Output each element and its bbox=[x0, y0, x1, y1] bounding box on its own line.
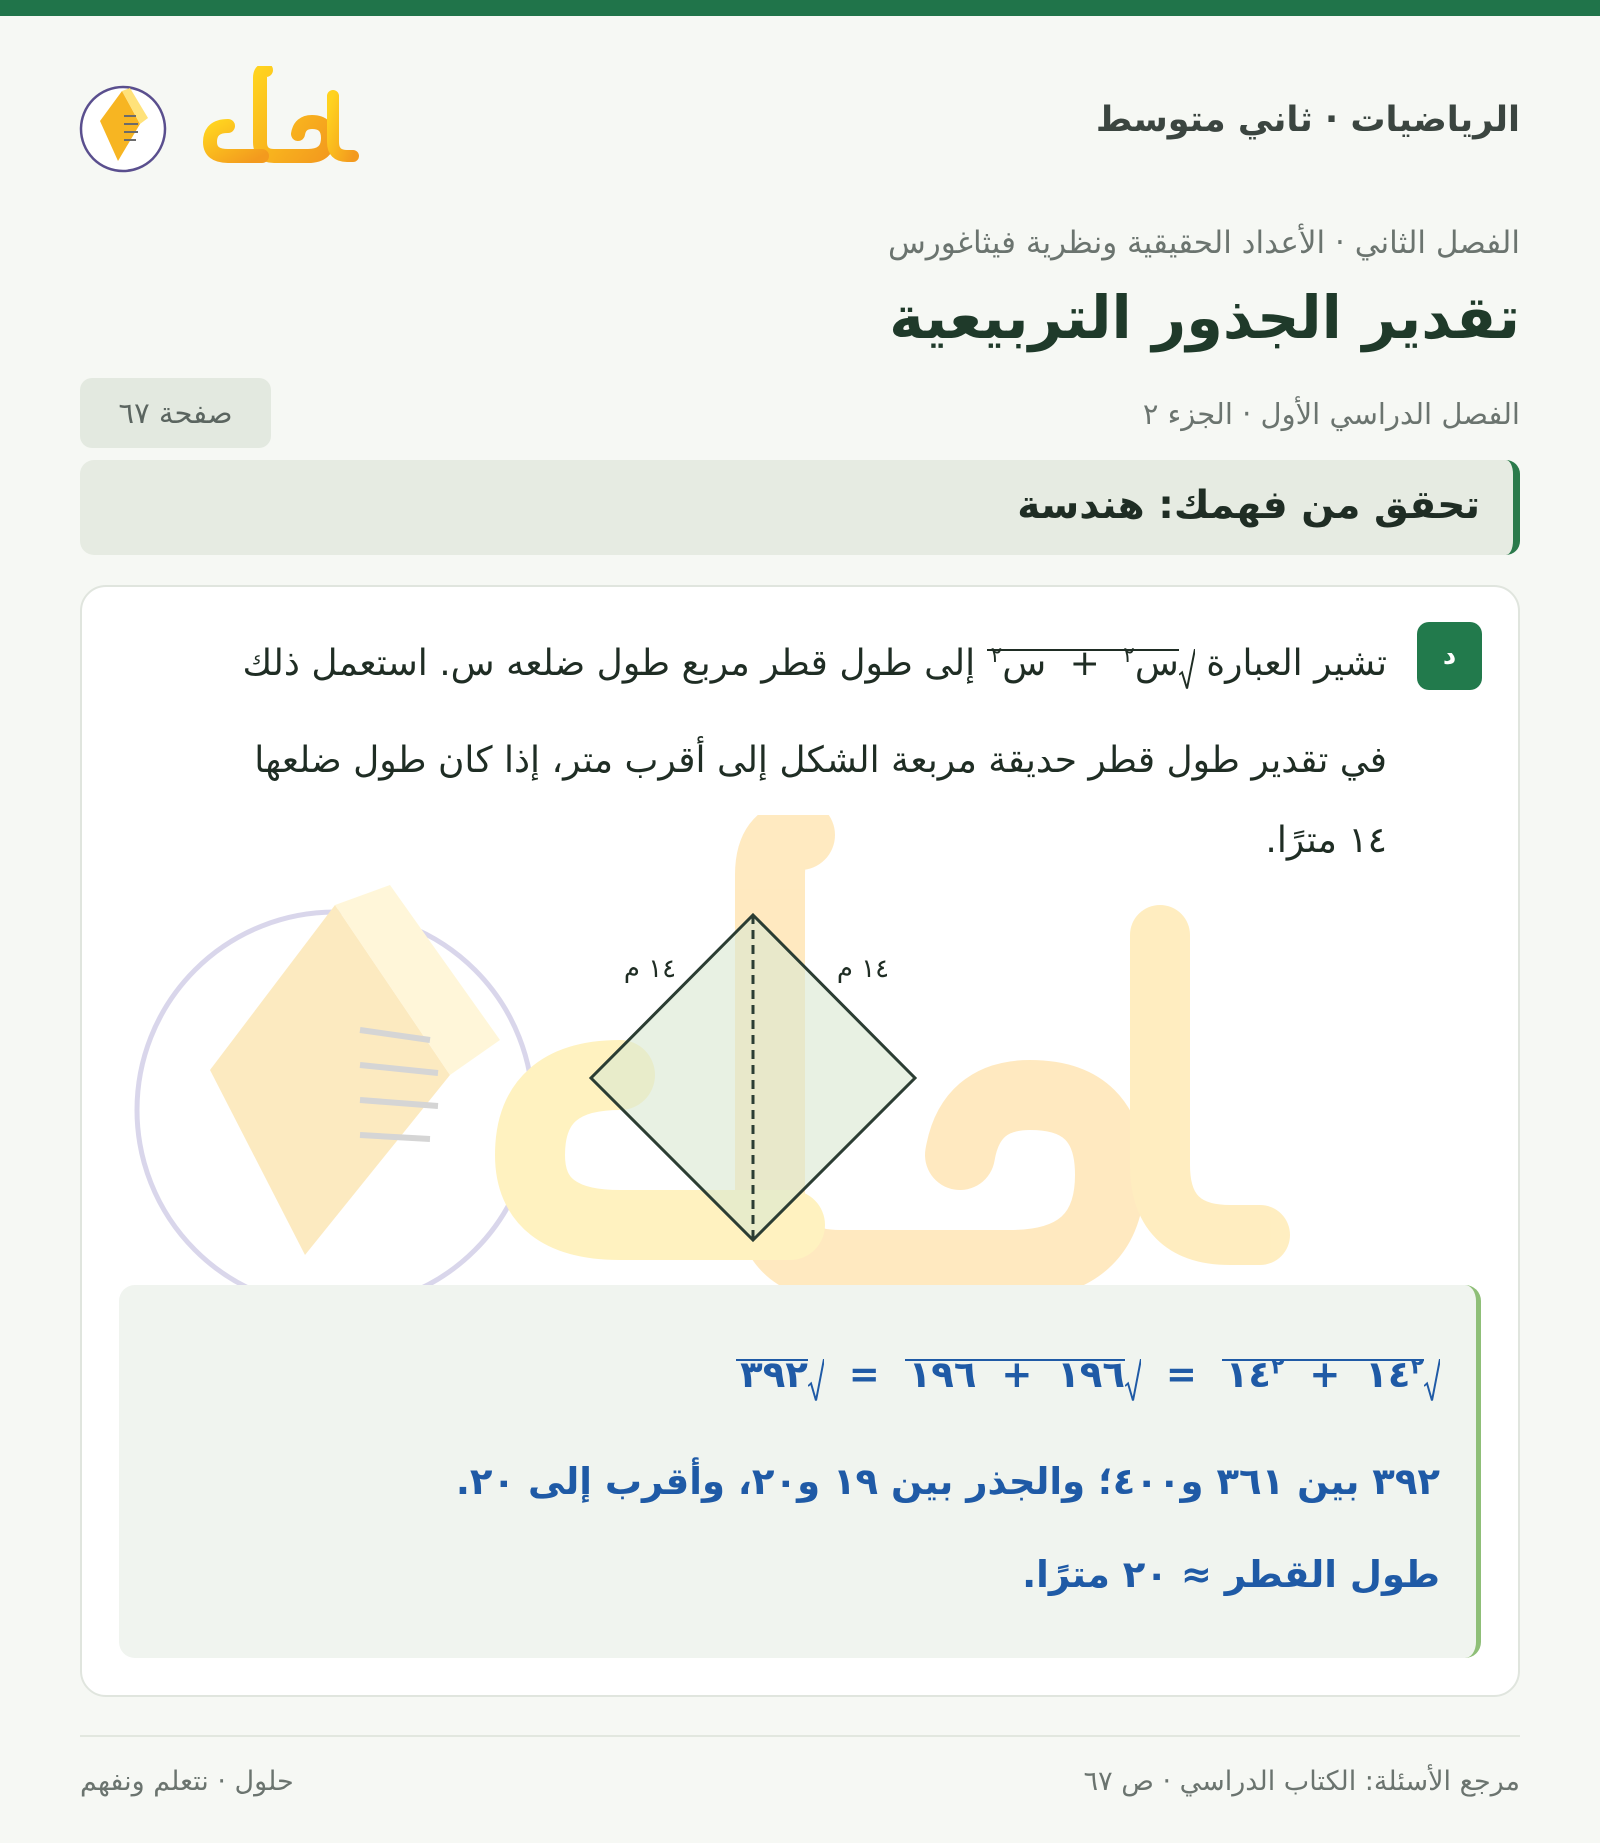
power-a: ٢ bbox=[1123, 643, 1135, 668]
site-logo[interactable] bbox=[78, 66, 360, 176]
square-garden-figure bbox=[560, 900, 940, 1260]
radicand-term-a: س bbox=[1134, 643, 1179, 684]
question-text-intro: تشير العبارة bbox=[1206, 643, 1387, 684]
question-text-rest: إلى طول قطر مربع طول ضلعه س. استعمل ذلك bbox=[242, 643, 976, 684]
sqrt-result bbox=[736, 1353, 824, 1396]
eq-result: ٣٩٢ bbox=[740, 1353, 808, 1396]
question-line-2: في تقدير طول قطر حديقة مربعة الشكل إلى أقرب متر، إذا كان طول ضلعها bbox=[254, 740, 1387, 781]
side-label-left: ١٤ م bbox=[623, 954, 677, 984]
power-b: ٢ bbox=[990, 643, 1003, 668]
page-title: تقدير الجذور التربيعية bbox=[889, 283, 1520, 352]
eq-power-1: ٢ bbox=[1410, 1353, 1424, 1380]
radical-sign-icon bbox=[1179, 649, 1195, 690]
eq-equals-1: = bbox=[1165, 1353, 1197, 1396]
answer-conclusion: طول القطر ≈ ٢٠ مترًا. bbox=[1022, 1553, 1440, 1596]
sqrt-sum-squares bbox=[1222, 1353, 1440, 1396]
top-accent-bar bbox=[0, 0, 1600, 16]
question-line-3: ١٤ مترًا. bbox=[1265, 820, 1387, 861]
answer-estimate: ٣٩٢ بين ٣٦١ و٤٠٠؛ والجذر بين ١٩ و٢٠، وأقرب إلى ٢٠. bbox=[455, 1460, 1440, 1503]
sqrt-sum-values bbox=[905, 1353, 1141, 1396]
eq-power-2: ٢ bbox=[1270, 1353, 1285, 1380]
radicand-plus: + bbox=[1069, 643, 1100, 684]
eq-term-1: ١٤ bbox=[1365, 1353, 1411, 1396]
sqrt-expression bbox=[987, 643, 1195, 684]
radical-sign-icon bbox=[808, 1359, 824, 1402]
eq-sum-a: ١٩٦ bbox=[1057, 1353, 1125, 1396]
footer-tagline: حلول · نتعلم ونفهم bbox=[80, 1766, 294, 1797]
chapter-breadcrumb: الفصل الثاني · الأعداد الحقيقية ونظرية فيثاغورس bbox=[887, 225, 1520, 261]
eq-sum-b: ١٩٦ bbox=[908, 1353, 977, 1396]
question-label-badge: د bbox=[1417, 622, 1482, 690]
eq-equals-2: = bbox=[848, 1353, 880, 1396]
side-label-right: ١٤ م bbox=[836, 954, 890, 984]
footer-reference: مرجع الأسئلة: الكتاب الدراسي · ص ٦٧ bbox=[1083, 1766, 1520, 1797]
eq-term-2: ١٤ bbox=[1225, 1353, 1271, 1396]
eq-plus-1: + bbox=[1309, 1353, 1341, 1396]
section-title: تحقق من فهمك: هندسة bbox=[1017, 483, 1480, 528]
question-line-1 bbox=[243, 643, 1387, 684]
subject-title: الرياضيات · ثاني متوسط bbox=[1095, 100, 1520, 140]
page-number-badge: صفحة ٦٧ bbox=[80, 378, 271, 448]
footer-divider bbox=[80, 1735, 1520, 1737]
radical-sign-icon bbox=[1424, 1359, 1440, 1402]
eq-plus-2: + bbox=[1001, 1353, 1033, 1396]
radical-sign-icon bbox=[1125, 1359, 1141, 1402]
term-info: الفصل الدراسي الأول · الجزء ٢ bbox=[1142, 397, 1520, 431]
answer-equation bbox=[736, 1353, 1440, 1396]
radicand-term-b: س bbox=[1002, 643, 1047, 684]
